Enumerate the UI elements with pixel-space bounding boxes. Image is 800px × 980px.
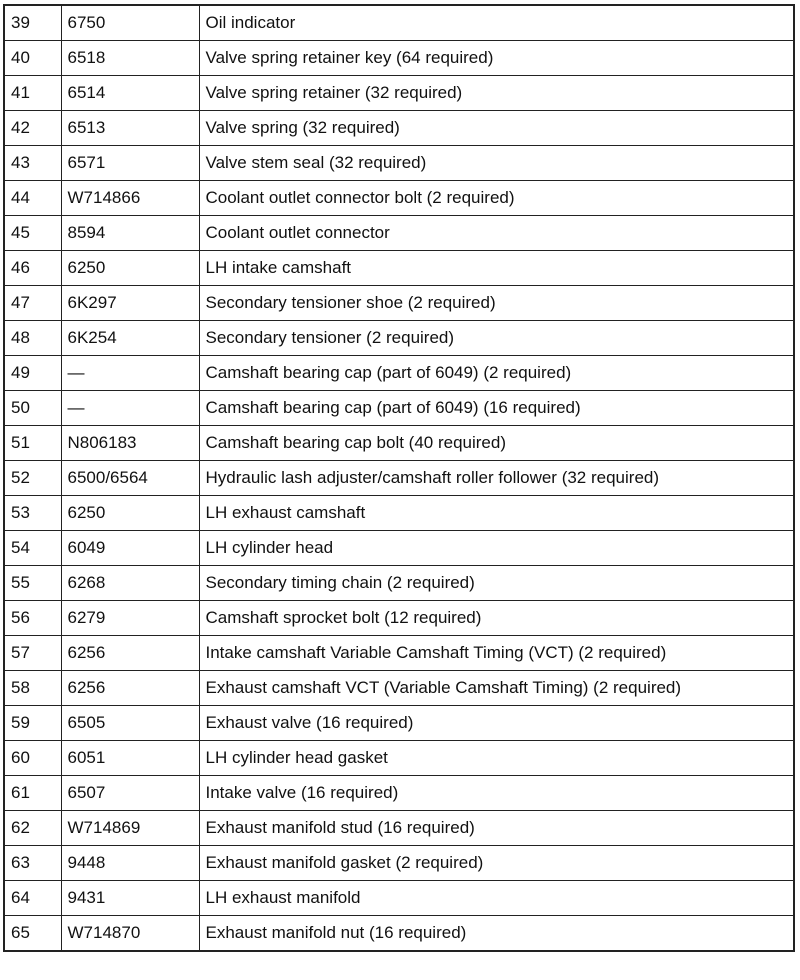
description-cell: Coolant outlet connector bolt (2 required) — [199, 181, 794, 216]
part-number-cell: 6279 — [61, 601, 199, 636]
description-cell: Exhaust camshaft VCT (Variable Camshaft Timing) (2 required) — [199, 671, 794, 706]
item-number-cell: 64 — [4, 881, 61, 916]
description-cell: LH cylinder head gasket — [199, 741, 794, 776]
part-number-cell: 6256 — [61, 671, 199, 706]
description-cell: Oil indicator — [199, 5, 794, 41]
description-cell: Coolant outlet connector — [199, 216, 794, 251]
item-number-cell: 46 — [4, 251, 61, 286]
part-number-cell: 6514 — [61, 76, 199, 111]
description-cell: Intake valve (16 required) — [199, 776, 794, 811]
description-cell: Valve stem seal (32 required) — [199, 146, 794, 181]
part-number-cell: W714869 — [61, 811, 199, 846]
part-number-cell: — — [61, 356, 199, 391]
item-number-cell: 52 — [4, 461, 61, 496]
description-cell: Valve spring retainer (32 required) — [199, 76, 794, 111]
table-row — [4, 461, 794, 496]
description-cell: Hydraulic lash adjuster/camshaft roller follower (32 required) — [199, 461, 794, 496]
item-number-cell: 57 — [4, 636, 61, 671]
item-number-cell: 40 — [4, 41, 61, 76]
item-number-cell: 43 — [4, 146, 61, 181]
description-cell: Secondary tensioner (2 required) — [199, 321, 794, 356]
item-number-cell: 50 — [4, 391, 61, 426]
description-cell: LH exhaust manifold — [199, 881, 794, 916]
table-row — [4, 216, 794, 251]
part-number-cell: 6518 — [61, 41, 199, 76]
table-row — [4, 76, 794, 111]
description-cell: Camshaft bearing cap (part of 6049) (16 required) — [199, 391, 794, 426]
item-number-cell: 39 — [4, 5, 61, 41]
table-row — [4, 181, 794, 216]
table-row — [4, 391, 794, 426]
part-number-cell: 6256 — [61, 636, 199, 671]
part-number-cell: 6K254 — [61, 321, 199, 356]
part-number-cell: 6513 — [61, 111, 199, 146]
description-cell: Camshaft bearing cap bolt (40 required) — [199, 426, 794, 461]
table-row — [4, 496, 794, 531]
table-row — [4, 286, 794, 321]
item-number-cell: 47 — [4, 286, 61, 321]
item-number-cell: 42 — [4, 111, 61, 146]
table-row — [4, 41, 794, 76]
part-number-cell: 6507 — [61, 776, 199, 811]
part-number-cell: W714870 — [61, 916, 199, 952]
description-cell: Camshaft sprocket bolt (12 required) — [199, 601, 794, 636]
item-number-cell: 48 — [4, 321, 61, 356]
description-cell: LH cylinder head — [199, 531, 794, 566]
description-cell: LH exhaust camshaft — [199, 496, 794, 531]
item-number-cell: 45 — [4, 216, 61, 251]
item-number-cell: 49 — [4, 356, 61, 391]
table-row — [4, 636, 794, 671]
description-cell: Exhaust valve (16 required) — [199, 706, 794, 741]
table-row — [4, 531, 794, 566]
item-number-cell: 58 — [4, 671, 61, 706]
table-row — [4, 146, 794, 181]
item-number-cell: 44 — [4, 181, 61, 216]
part-number-cell: W714866 — [61, 181, 199, 216]
item-number-cell: 63 — [4, 846, 61, 881]
part-number-cell: 6505 — [61, 706, 199, 741]
table-row — [4, 566, 794, 601]
description-cell: Secondary tensioner shoe (2 required) — [199, 286, 794, 321]
parts-table — [3, 4, 795, 952]
part-number-cell: 9431 — [61, 881, 199, 916]
description-cell: Exhaust manifold stud (16 required) — [199, 811, 794, 846]
table-row — [4, 706, 794, 741]
item-number-cell: 62 — [4, 811, 61, 846]
part-number-cell: 6049 — [61, 531, 199, 566]
item-number-cell: 41 — [4, 76, 61, 111]
table-row — [4, 916, 794, 952]
description-cell: Exhaust manifold nut (16 required) — [199, 916, 794, 952]
description-cell: Intake camshaft Variable Camshaft Timing (VCT) (2 required) — [199, 636, 794, 671]
table-row — [4, 881, 794, 916]
table-row — [4, 111, 794, 146]
table-row — [4, 251, 794, 286]
table-row — [4, 356, 794, 391]
table-row — [4, 426, 794, 461]
table-row — [4, 776, 794, 811]
item-number-cell: 59 — [4, 706, 61, 741]
item-number-cell: 56 — [4, 601, 61, 636]
item-number-cell: 51 — [4, 426, 61, 461]
part-number-cell: 6250 — [61, 251, 199, 286]
item-number-cell: 53 — [4, 496, 61, 531]
table-row — [4, 601, 794, 636]
table-row — [4, 846, 794, 881]
description-cell: Valve spring (32 required) — [199, 111, 794, 146]
part-number-cell: 6051 — [61, 741, 199, 776]
part-number-cell: 6500/6564 — [61, 461, 199, 496]
parts-table-body — [4, 5, 794, 951]
description-cell: Secondary timing chain (2 required) — [199, 566, 794, 601]
item-number-cell: 60 — [4, 741, 61, 776]
description-cell: Valve spring retainer key (64 required) — [199, 41, 794, 76]
table-row — [4, 671, 794, 706]
part-number-cell: 8594 — [61, 216, 199, 251]
description-cell: Camshaft bearing cap (part of 6049) (2 required) — [199, 356, 794, 391]
part-number-cell: N806183 — [61, 426, 199, 461]
item-number-cell: 54 — [4, 531, 61, 566]
description-cell: Exhaust manifold gasket (2 required) — [199, 846, 794, 881]
part-number-cell: — — [61, 391, 199, 426]
item-number-cell: 61 — [4, 776, 61, 811]
part-number-cell: 6268 — [61, 566, 199, 601]
item-number-cell: 65 — [4, 916, 61, 952]
part-number-cell: 6250 — [61, 496, 199, 531]
table-row — [4, 741, 794, 776]
description-cell: LH intake camshaft — [199, 251, 794, 286]
part-number-cell: 6571 — [61, 146, 199, 181]
part-number-cell: 6K297 — [61, 286, 199, 321]
item-number-cell: 55 — [4, 566, 61, 601]
table-row — [4, 321, 794, 356]
part-number-cell: 9448 — [61, 846, 199, 881]
part-number-cell: 6750 — [61, 5, 199, 41]
table-row — [4, 5, 794, 41]
table-row — [4, 811, 794, 846]
